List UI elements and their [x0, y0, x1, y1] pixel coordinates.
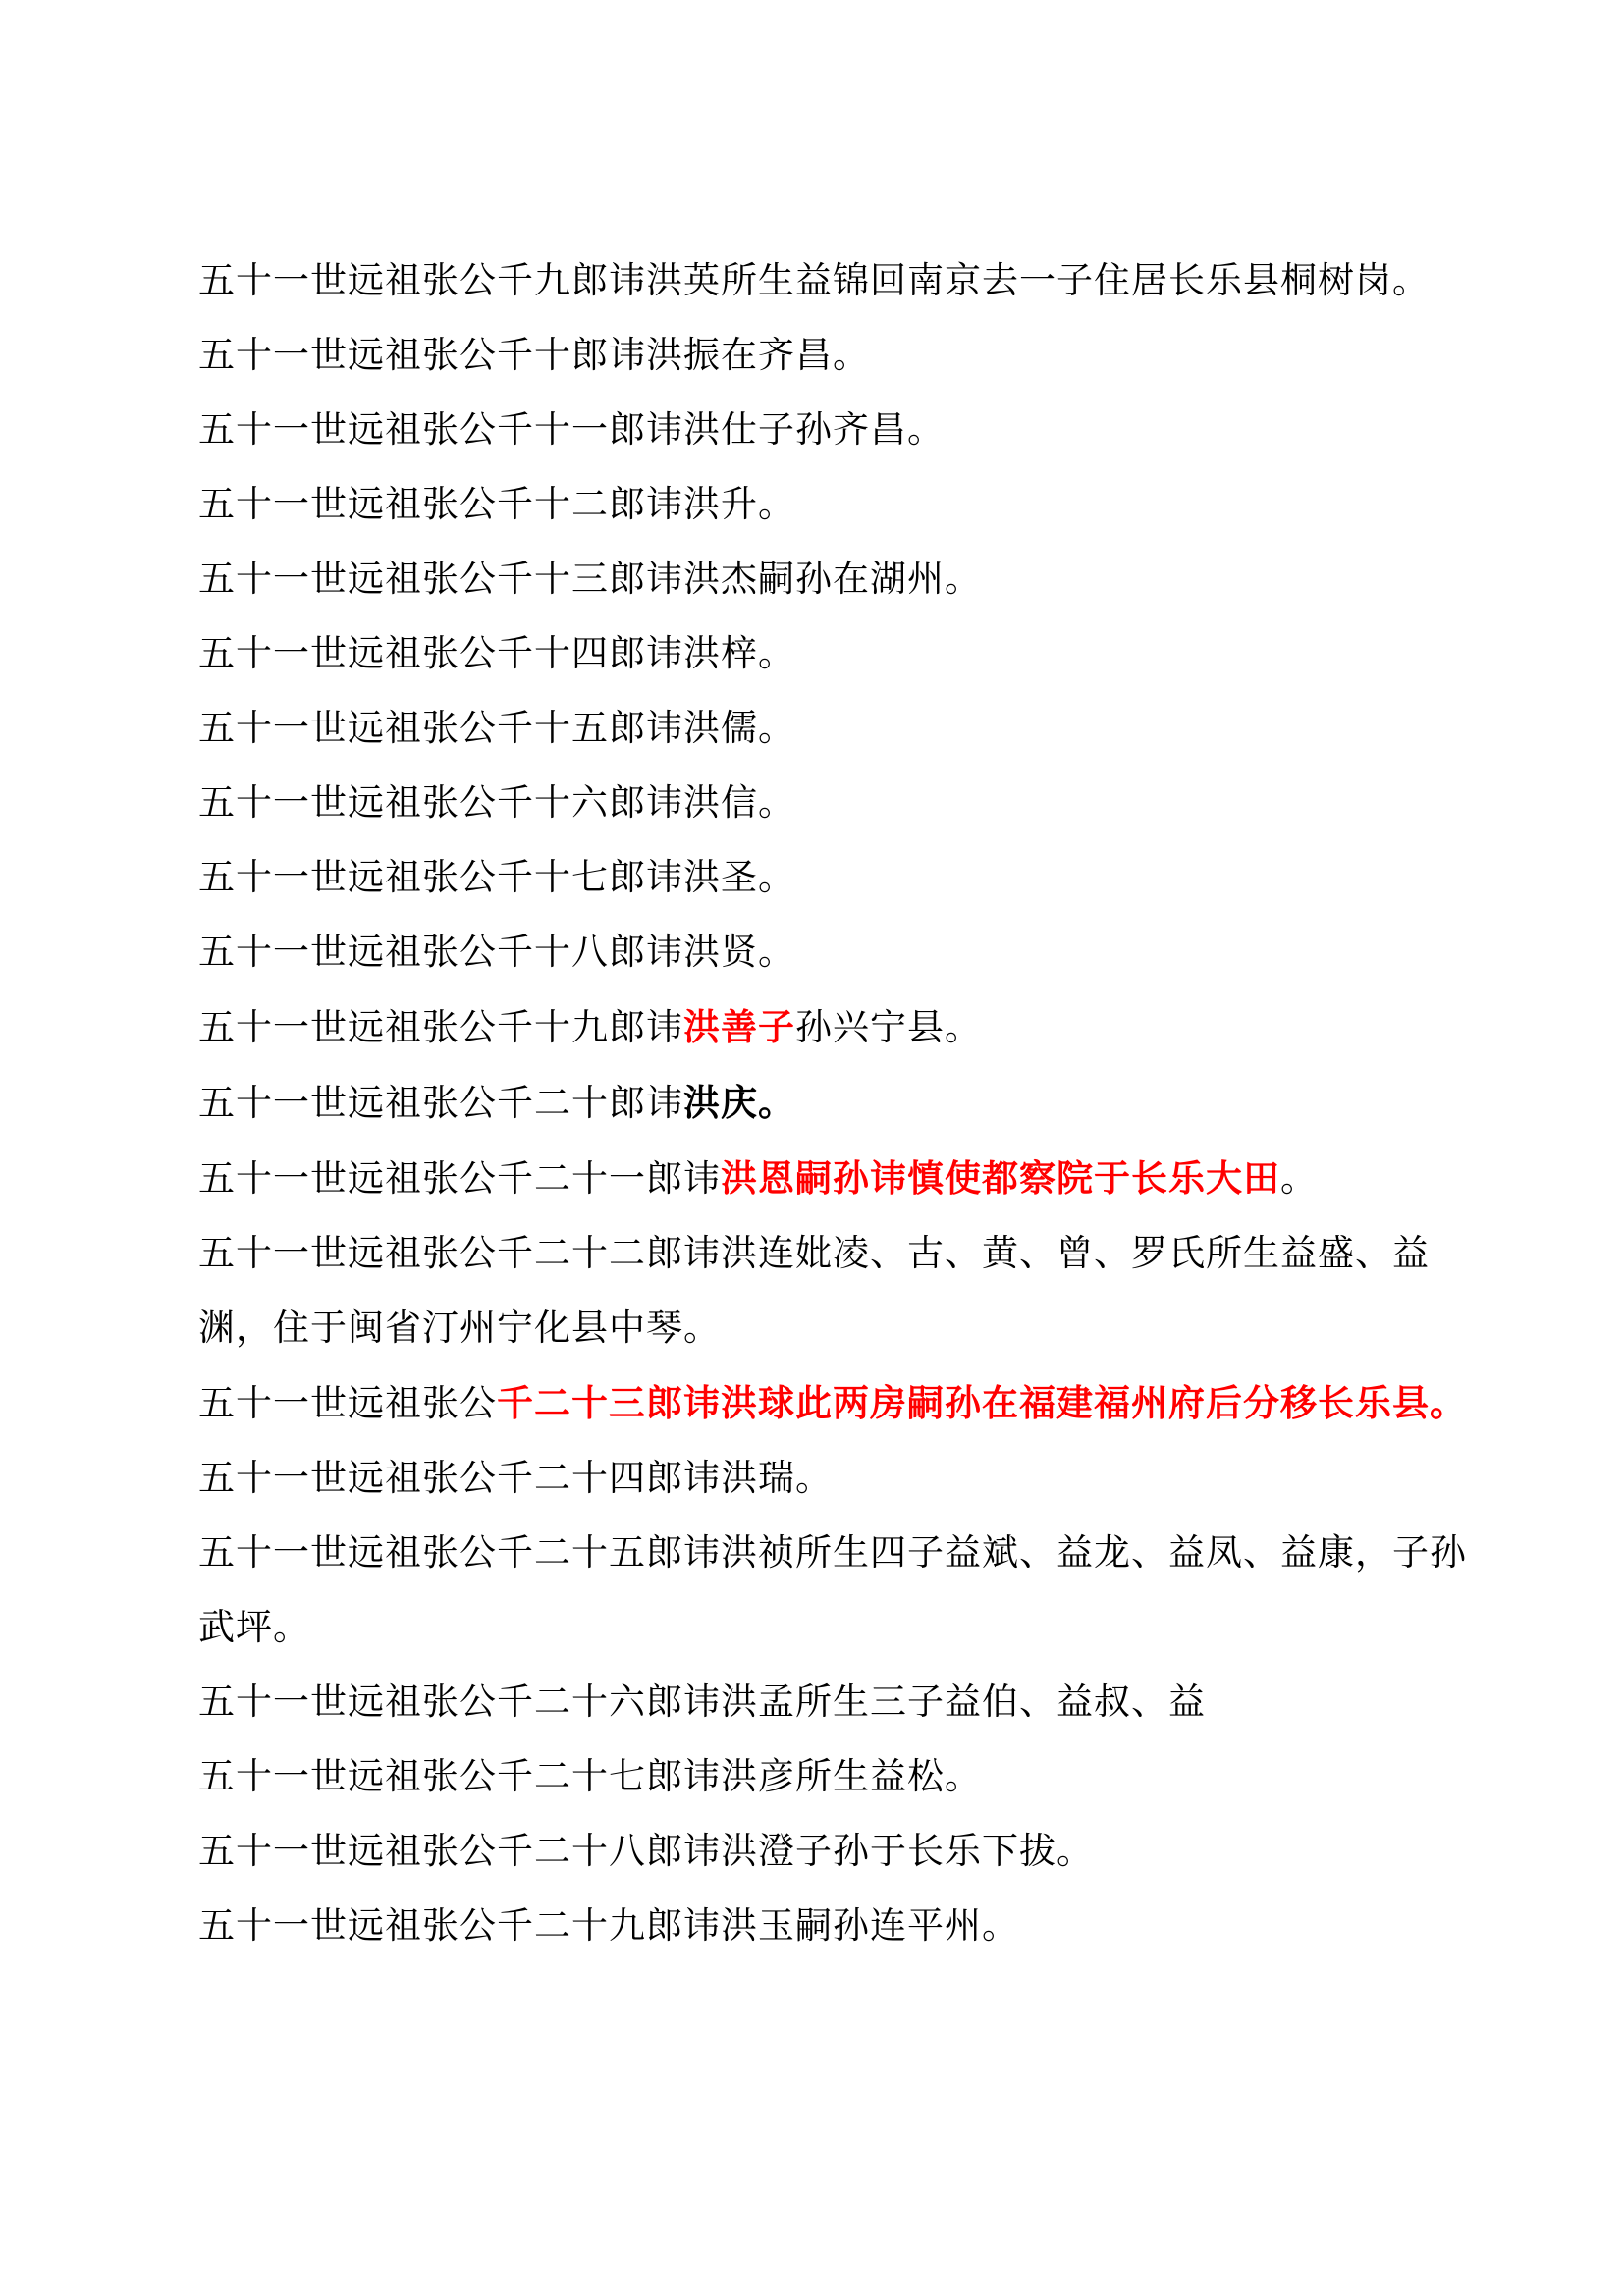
entry-text: 五十一世远祖张公千十三郎讳洪杰嗣孙在湖州。	[198, 558, 982, 600]
genealogy-entry	[198, 1065, 1475, 1141]
bold-text: 洪庆。	[683, 1081, 795, 1124]
genealogy-entry	[198, 1665, 1475, 1739]
entry-text: 。	[1280, 1157, 1318, 1200]
genealogy-entry	[198, 616, 1475, 691]
entry-text: 五十一世远祖张公千十一郎讳洪仕子孙齐昌。	[198, 408, 945, 451]
entry-text: 五十一世远祖张公千二十九郎讳洪玉嗣孙连平州。	[198, 1904, 1019, 1947]
genealogy-entry	[198, 1814, 1475, 1889]
entry-text: 五十一世远祖张公千二十七郎讳洪彦所生益松。	[198, 1755, 982, 1797]
genealogy-entry	[198, 243, 1475, 318]
genealogy-entry	[198, 318, 1475, 393]
entry-text: 五十一世远祖张公千九郎讳洪英所生益锦回南京去一子住居长乐县桐树岗。	[198, 259, 1430, 301]
genealogy-entry	[198, 766, 1475, 840]
genealogy-entry	[198, 467, 1475, 542]
entry-text: 五十一世远祖张公千二十八郎讳洪澄子孙于长乐下拔。	[198, 1830, 1094, 1872]
entry-text: 五十一世远祖张公千十二郎讳洪升。	[198, 483, 795, 525]
genealogy-entry	[198, 915, 1475, 989]
genealogy-entry	[198, 1739, 1475, 1814]
entry-text: 五十一世远祖张公千十四郎讳洪梓。	[198, 632, 795, 674]
entry-text: 五十一世远祖张公千十郎讳洪振在齐昌。	[198, 334, 870, 376]
genealogy-entry	[198, 1216, 1475, 1365]
entry-text: 五十一世远祖张公千二十六郎讳洪孟所生三子益伯、益叔、益	[198, 1681, 1206, 1723]
entry-text: 孙兴宁县。	[795, 1006, 982, 1048]
genealogy-entry	[198, 1889, 1475, 1963]
highlighted-text: 洪恩嗣孙讳慎使都察院于长乐大田	[721, 1156, 1280, 1200]
highlighted-text: 洪善子	[683, 1005, 795, 1048]
genealogy-entries	[198, 243, 1475, 1963]
entry-text: 五十一世远祖张公千二十一郎讳	[198, 1157, 721, 1200]
genealogy-entry	[198, 542, 1475, 616]
genealogy-entry	[198, 691, 1475, 766]
entry-text: 五十一世远祖张公千二十二郎讳洪连妣凌、古、黄、曾、罗氏所生益盛、益渊，住于闽省汀州宁化县中琴。	[198, 1232, 1430, 1349]
genealogy-entry	[198, 989, 1475, 1065]
entry-text: 五十一世远祖张公千二十五郎讳洪祯所生四子益斌、益龙、益凤、益康，子孙武坪。	[198, 1531, 1467, 1648]
genealogy-entry	[198, 1516, 1475, 1665]
entry-text: 五十一世远祖张公千十七郎讳洪圣。	[198, 856, 795, 898]
entry-text: 五十一世远祖张公千十五郎讳洪儒。	[198, 707, 795, 749]
genealogy-entry	[198, 1365, 1475, 1441]
entry-text: 五十一世远祖张公千十九郎讳	[198, 1006, 683, 1048]
entry-text: 五十一世远祖张公千二十四郎讳洪瑞。	[198, 1457, 833, 1499]
genealogy-entry	[198, 1441, 1475, 1516]
highlighted-text: 千二十三郎讳洪球此两房嗣孙在福建福州府后分移长乐县。	[497, 1381, 1467, 1424]
entry-text: 五十一世远祖张公千二十郎讳	[198, 1082, 683, 1124]
genealogy-entry	[198, 1141, 1475, 1216]
genealogy-entry	[198, 393, 1475, 467]
entry-text: 五十一世远祖张公千十八郎讳洪贤。	[198, 931, 795, 973]
genealogy-entry	[198, 840, 1475, 915]
entry-text: 五十一世远祖张公	[198, 1382, 497, 1424]
entry-text: 五十一世远祖张公千十六郎讳洪信。	[198, 781, 795, 824]
